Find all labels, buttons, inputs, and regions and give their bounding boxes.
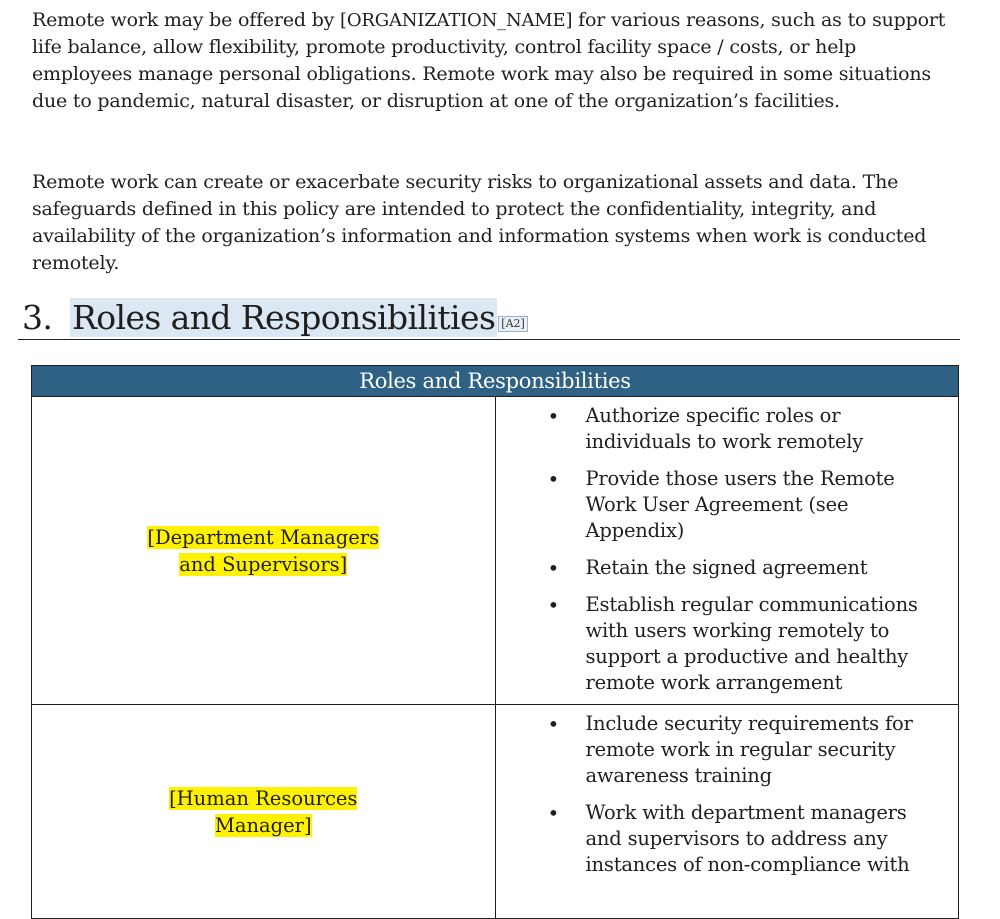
organization-name-placeholder: [ORGANIZATION_NAME] (340, 10, 573, 31)
table-row (32, 705, 959, 919)
roles-table (31, 365, 959, 919)
section-title[interactable]: Roles and Responsibilities (72, 298, 496, 337)
responsibilities-cell (495, 705, 959, 919)
table-header-row (32, 366, 959, 397)
intro-paragraph (32, 7, 962, 115)
table-header: Roles and Responsibilities (32, 366, 959, 397)
responsibilities-list (518, 403, 949, 696)
intro-text-before: Remote work may be offered by (32, 9, 341, 31)
section-heading (18, 297, 960, 340)
role-cell (32, 705, 496, 919)
role-line: [Department Managers (147, 525, 380, 549)
security-risk-paragraph: Remote work can create or exacerbate security risks to organizational assets and data. The safeguards defined in this policy are intended to protect the confidentiality, integrity, and availability of the organization’s information and information systems when work is conducted remotely. (32, 171, 927, 274)
intro-text-after: for various reasons, such as to support life balance, allow flexibility, promote productivity, control facility space / costs, or help employees manage personal obligations. Remote work may also be required in some situations due to pandemic, natural disaster, or disruption at one of the organization’s facilities. (32, 9, 946, 112)
list-item: • Authorize specific roles or individuals to work remotely (518, 403, 949, 455)
list-item: • Retain the signed agreement (518, 555, 949, 581)
list-item: • Include security requirements for remote work in regular security awareness training (518, 711, 949, 789)
role-cell (32, 397, 496, 705)
comment-marker[interactable]: [A2] (498, 316, 528, 332)
role-line: [Human Resources (169, 786, 358, 810)
section-number: 3. (22, 298, 53, 337)
table-row (32, 397, 959, 705)
responsibilities-list (518, 711, 949, 878)
role-line: and Supervisors] (179, 552, 348, 576)
role-line: Manager] (214, 813, 312, 837)
list-item: • Work with department managers and supervisors to address any instances of non-compliance with (518, 800, 949, 878)
list-item: • Provide those users the Remote Work User Agreement (see Appendix) (518, 466, 949, 544)
responsibilities-cell (495, 397, 959, 705)
list-item: • Establish regular communications with users working remotely to support a productive and healthy remote work arrangement (518, 592, 949, 696)
